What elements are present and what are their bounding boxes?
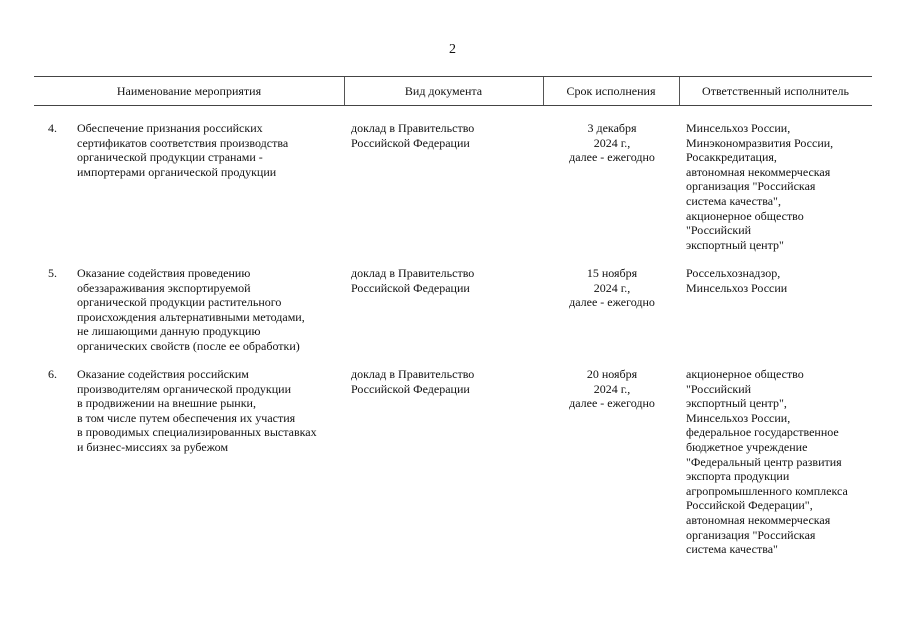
header-responsible: Ответственный исполнитель	[702, 84, 849, 98]
row-number: 4.	[48, 121, 57, 135]
row-deadline: 20 ноября 2024 г., далее - ежегодно	[569, 367, 655, 411]
table-header	[34, 76, 872, 106]
header-document-type: Вид документа	[344, 77, 544, 105]
page-number: 2	[449, 42, 456, 57]
row-responsible: Россельхознадзор, Минсельхоз России	[686, 266, 788, 295]
row-activity-name: Оказание содействия проведению обеззараживания экспортируемой органической продукции растительного происхождения альтернативными методами, не лишающими данную продукцию органических свойств (после ее обработки)	[77, 266, 305, 353]
header-name: Наименование мероприятия	[34, 77, 345, 105]
row-deadline: 15 ноября 2024 г., далее - ежегодно	[569, 266, 655, 310]
row-activity-name: Оказание содействия российским производителям органической продукции в продвижении на внешние рынки, в том числе путем обеспечения их участия в проводимых специализированных выставках и бизнес-миссиях за рубежом	[77, 367, 317, 454]
row-number: 5.	[48, 266, 57, 280]
row-document-type: доклад в Правительство Российской Федерации	[351, 121, 475, 150]
row-number: 6.	[48, 367, 57, 381]
row-responsible: Минсельхоз России, Минэкономразвития России, Росаккредитация, автономная некоммерческая организация "Российская система качества", акционерное общество "Российский экспортный центр"	[686, 121, 834, 252]
row-responsible: акционерное общество "Российский экспортный центр", Минсельхоз России, федеральное государственное бюджетное учреждение "Федеральный центр развития экспорта продукции агропромышленного комплекса Российской Федерации", автономная некоммерческая организация "Российская система качества"	[686, 367, 848, 557]
row-document-type: доклад в Правительство Российской Федерации	[351, 367, 475, 396]
header-deadline: Срок исполнения	[543, 77, 680, 105]
row-activity-name: Обеспечение признания российских сертификатов соответствия производства органической продукции странами - импортерами органической продукции	[77, 121, 289, 179]
row-deadline: 3 декабря 2024 г., далее - ежегодно	[569, 121, 655, 165]
row-document-type: доклад в Правительство Российской Федерации	[351, 266, 475, 295]
